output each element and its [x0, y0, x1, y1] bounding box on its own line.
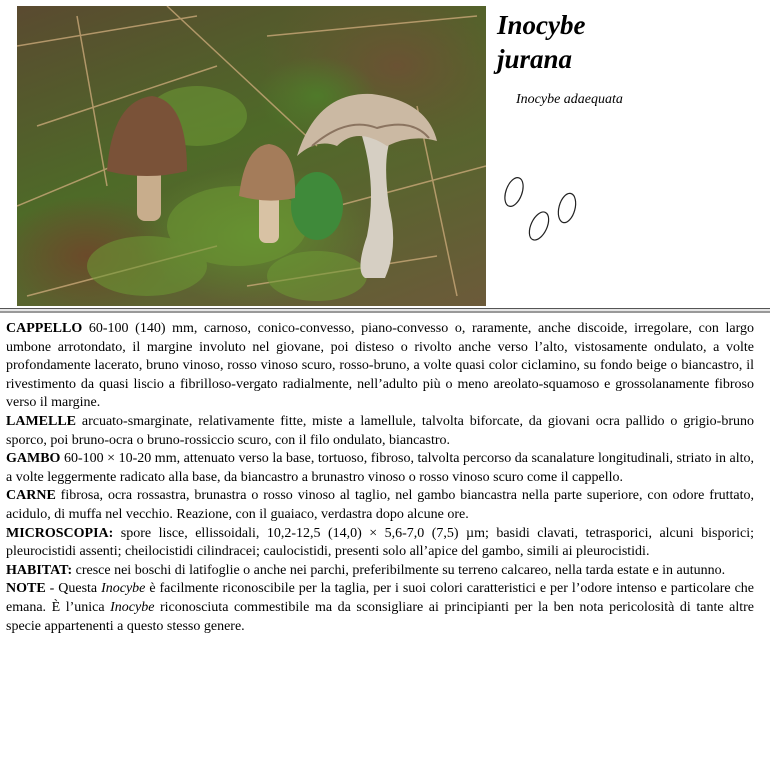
section-text: riconosciuta commestibile ma da sconsigliare ai principianti per la ben nota pericolosità di tante altre specie appartenenti a questo stesso genere. [6, 599, 755, 634]
section-text: fibrosa, ocra rossastra, brunastra o rosso vinoso al taglio, nel gambo biancastra nella parte superiore, con odore fruttato, acidulo, di muffa nel vecchio. Reazione, con il guaiaco, verdastra dopo alcune ore. [6, 488, 754, 522]
divider [0, 308, 770, 313]
section-label: HABITAT: [6, 562, 73, 578]
title-genus: Inocybe [497, 10, 586, 40]
section-text: spore lisce, ellissoidali, 10,2-12,5 (14,0) × 5,6-7,0 (7,5) µm; basidi clavati, tetrasporici, alcuni bisporici; pleurocistidi assenti; cheilocistidi cilindracei; caulocistidi, presenti solo all’apice del gambo, simili ai pleurocistidi. [6, 525, 754, 560]
description [6, 320, 754, 636]
spore [525, 209, 552, 243]
section-text: 60-100 × 10-20 mm, attenuato verso la base, tortuoso, fibroso, talvolta percorso da scanalature longitudinali, striato in alto, a volte leggermente radicato alla base, da biancastro a brunastro vinoso o rosso vinoso scuro come il cappello. [6, 451, 754, 485]
title-species: jurana [497, 44, 573, 74]
section-gambo [6, 450, 754, 487]
mushroom-photo [17, 6, 486, 306]
mushroom-photo-illustration [17, 6, 486, 306]
species-title [497, 8, 757, 76]
spore [555, 191, 578, 224]
section-cappello [6, 320, 754, 413]
section-lamelle [6, 413, 754, 450]
genus-name: Inocybe [101, 581, 146, 597]
spores-drawing [500, 170, 590, 250]
synonym: Inocybe adaequata [516, 92, 623, 107]
section-text: è facilmente riconoscibile per la taglia, per i suoi colori caratteristici e per l’odore intenso e particolare che emana. È l’unica [6, 581, 754, 615]
section-label: LAMELLE [6, 413, 77, 429]
section-label: MICROSCOPIA: [6, 525, 114, 541]
section-text: 60-100 (140) mm, carnoso, conico-convesso, piano-convesso o, raramente, anche discoide, irregolare, con largo umbone arrotondato, il margine involuto nel giovane, poi disteso o rivolto anche verso l’alto, vistosamente ondulato, a volte profondamente lacerato, bruno vinoso, rosso vinoso scuro, rosso-bruno, a volte quasi color ciclamino, su fondo beige o biancastro, il rivestimento da quasi liscio a fibrilloso-vergato radialmente, nell’adulto più o meno areolato-squamoso e grossolanamente fibroso verso il margine. [6, 321, 754, 411]
section-note [6, 580, 754, 636]
section-label: CARNE [6, 488, 56, 504]
genus-name: Inocybe [110, 599, 155, 615]
section-text: - Questa [45, 581, 102, 597]
section-label: NOTE [6, 581, 46, 597]
section-habitat [6, 562, 754, 581]
section-label: GAMBO [6, 451, 61, 467]
section-microscopia [6, 525, 754, 562]
section-label: CAPPELLO [6, 321, 83, 336]
section-text: cresce nei boschi di latifoglie o anche nei parchi, preferibilmente su terreno calcareo, nella tarda estate e in autunno. [72, 562, 726, 578]
spore [501, 175, 526, 209]
section-text: arcuato-smarginate, relativamente fitte, miste a lamellule, talvolta biforcate, da giovani ocra pallido o grigio-bruno sporco, poi bruno-ocra o bruno-rossiccio scuro, con il filo ondulato, biancastro. [6, 413, 754, 448]
section-carne [6, 487, 754, 524]
